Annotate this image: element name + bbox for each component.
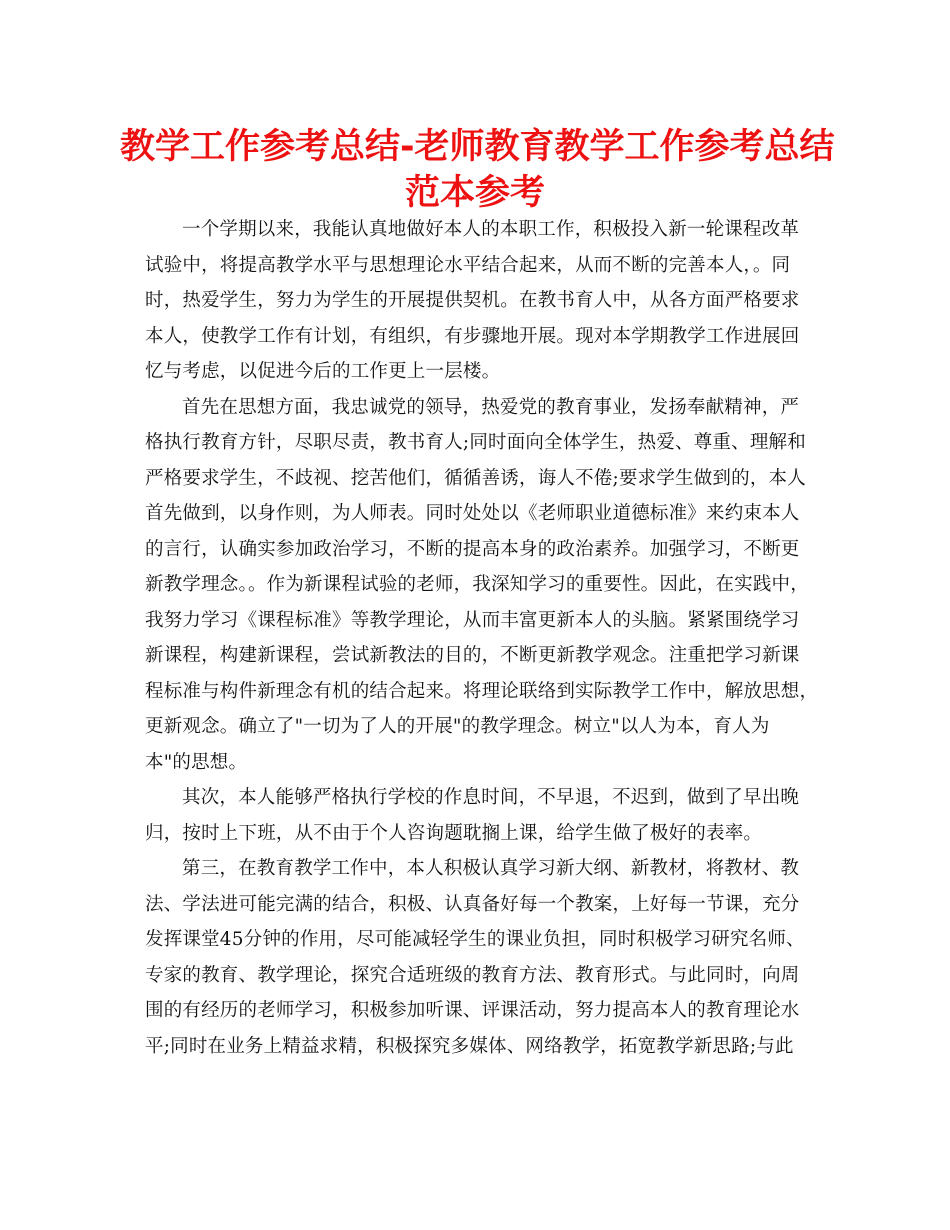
text-line: 首先在思想方面，我忠诚党的领导，热爱党的教育事业，发扬奉献精神，严	[182, 396, 800, 418]
text-line: 程标准与构件新理念有机的结合起来。将理论联络到实际教学工作中，解放思想，	[145, 680, 819, 702]
text-line: 首先做到，以身作则，为人师表。同时处处以《老师职业道德标准》来约束本人	[145, 503, 800, 524]
text-line: 归，按时上下班，从不由于个人咨询题耽搁上课，给学生做了极好的表率。	[145, 822, 763, 844]
document-body	[145, 212, 819, 1064]
text-line: 时，热爱学生，努力为学生的开展提供契机。在教书育人中，从各方面严格要求	[145, 290, 800, 311]
text-line: 本人，使教学工作有计划，有组织，有步骤地开展。现对本学期教学工作进展回	[145, 325, 800, 347]
text-line: 更新观念。确立了"一切为了人的开展"的教学理念。树立"以人为本，育人为	[145, 716, 770, 737]
text-line: 我努力学习《课程标准》等教学理论，从而丰富更新本人的头脑。紧紧围绕学习	[145, 609, 800, 631]
text-line: 第三，在教育教学工作中，本人积极认真学习新大纲、新教材，将教材、教	[182, 858, 800, 879]
text-line: 一个学期以来，我能认真地做好本人的本职工作，积极投入新一轮课程改革	[182, 219, 800, 240]
text-line: 专家的教育、教学理论，探究合适班级的教育方法、教育形式。与此同时，向周	[145, 964, 800, 986]
text-line: 发挥课堂45分钟的作用，尽可能减轻学生的课业负担，同时积极学习研究名师、	[145, 929, 805, 950]
text-line: 其次，本人能够严格执行学校的作息时间，不早退，不迟到，做到了早出晚	[182, 787, 800, 808]
text-line: 法、学法进可能完满的结合，积极、认真备好每一个教案，上好每一节课，充分	[145, 893, 800, 915]
document-title-line-2: 范本参考	[404, 173, 545, 213]
text-line: 围的有经历的老师学习，积极参加听课、评课活动，努力提高本人的教育理论水	[145, 1000, 800, 1021]
text-line: 试验中，将提高教学水平与思想理论水平结合起来，从而不断的完善本人，。同	[145, 254, 791, 276]
text-line: 格执行教育方针，尽职尽责，教书育人;同时面向全体学生，热爱、尊重、理解和	[145, 432, 806, 453]
text-line: 的言行，认确实参加政治学习，不断的提高本身的政治素养。加强学习，不断更	[145, 538, 800, 560]
text-line: 忆与考虑，以促进今后的工作更上一层楼。	[145, 361, 501, 382]
text-line: 严格要求学生，不歧视、挖苦他们，循循善诱，诲人不倦;要求学生做到的，本人	[145, 467, 806, 489]
document-title-line-1: 教学工作参考总结-老师教育教学工作参考总结	[120, 127, 835, 167]
text-line: 本"的思想。	[145, 751, 248, 773]
text-line: 新教学理念。。作为新课程试验的老师，我深知学习的重要性。因此，在实践中，	[145, 574, 809, 595]
text-line: 平;同时在业务上精益求精，积极探究多媒体、网络教学，拓宽教学新思路;与此	[145, 1035, 794, 1057]
text-line: 新课程，构建新课程，尝试新教法的目的，不断更新教学观念。注重把学习新课	[145, 645, 800, 666]
